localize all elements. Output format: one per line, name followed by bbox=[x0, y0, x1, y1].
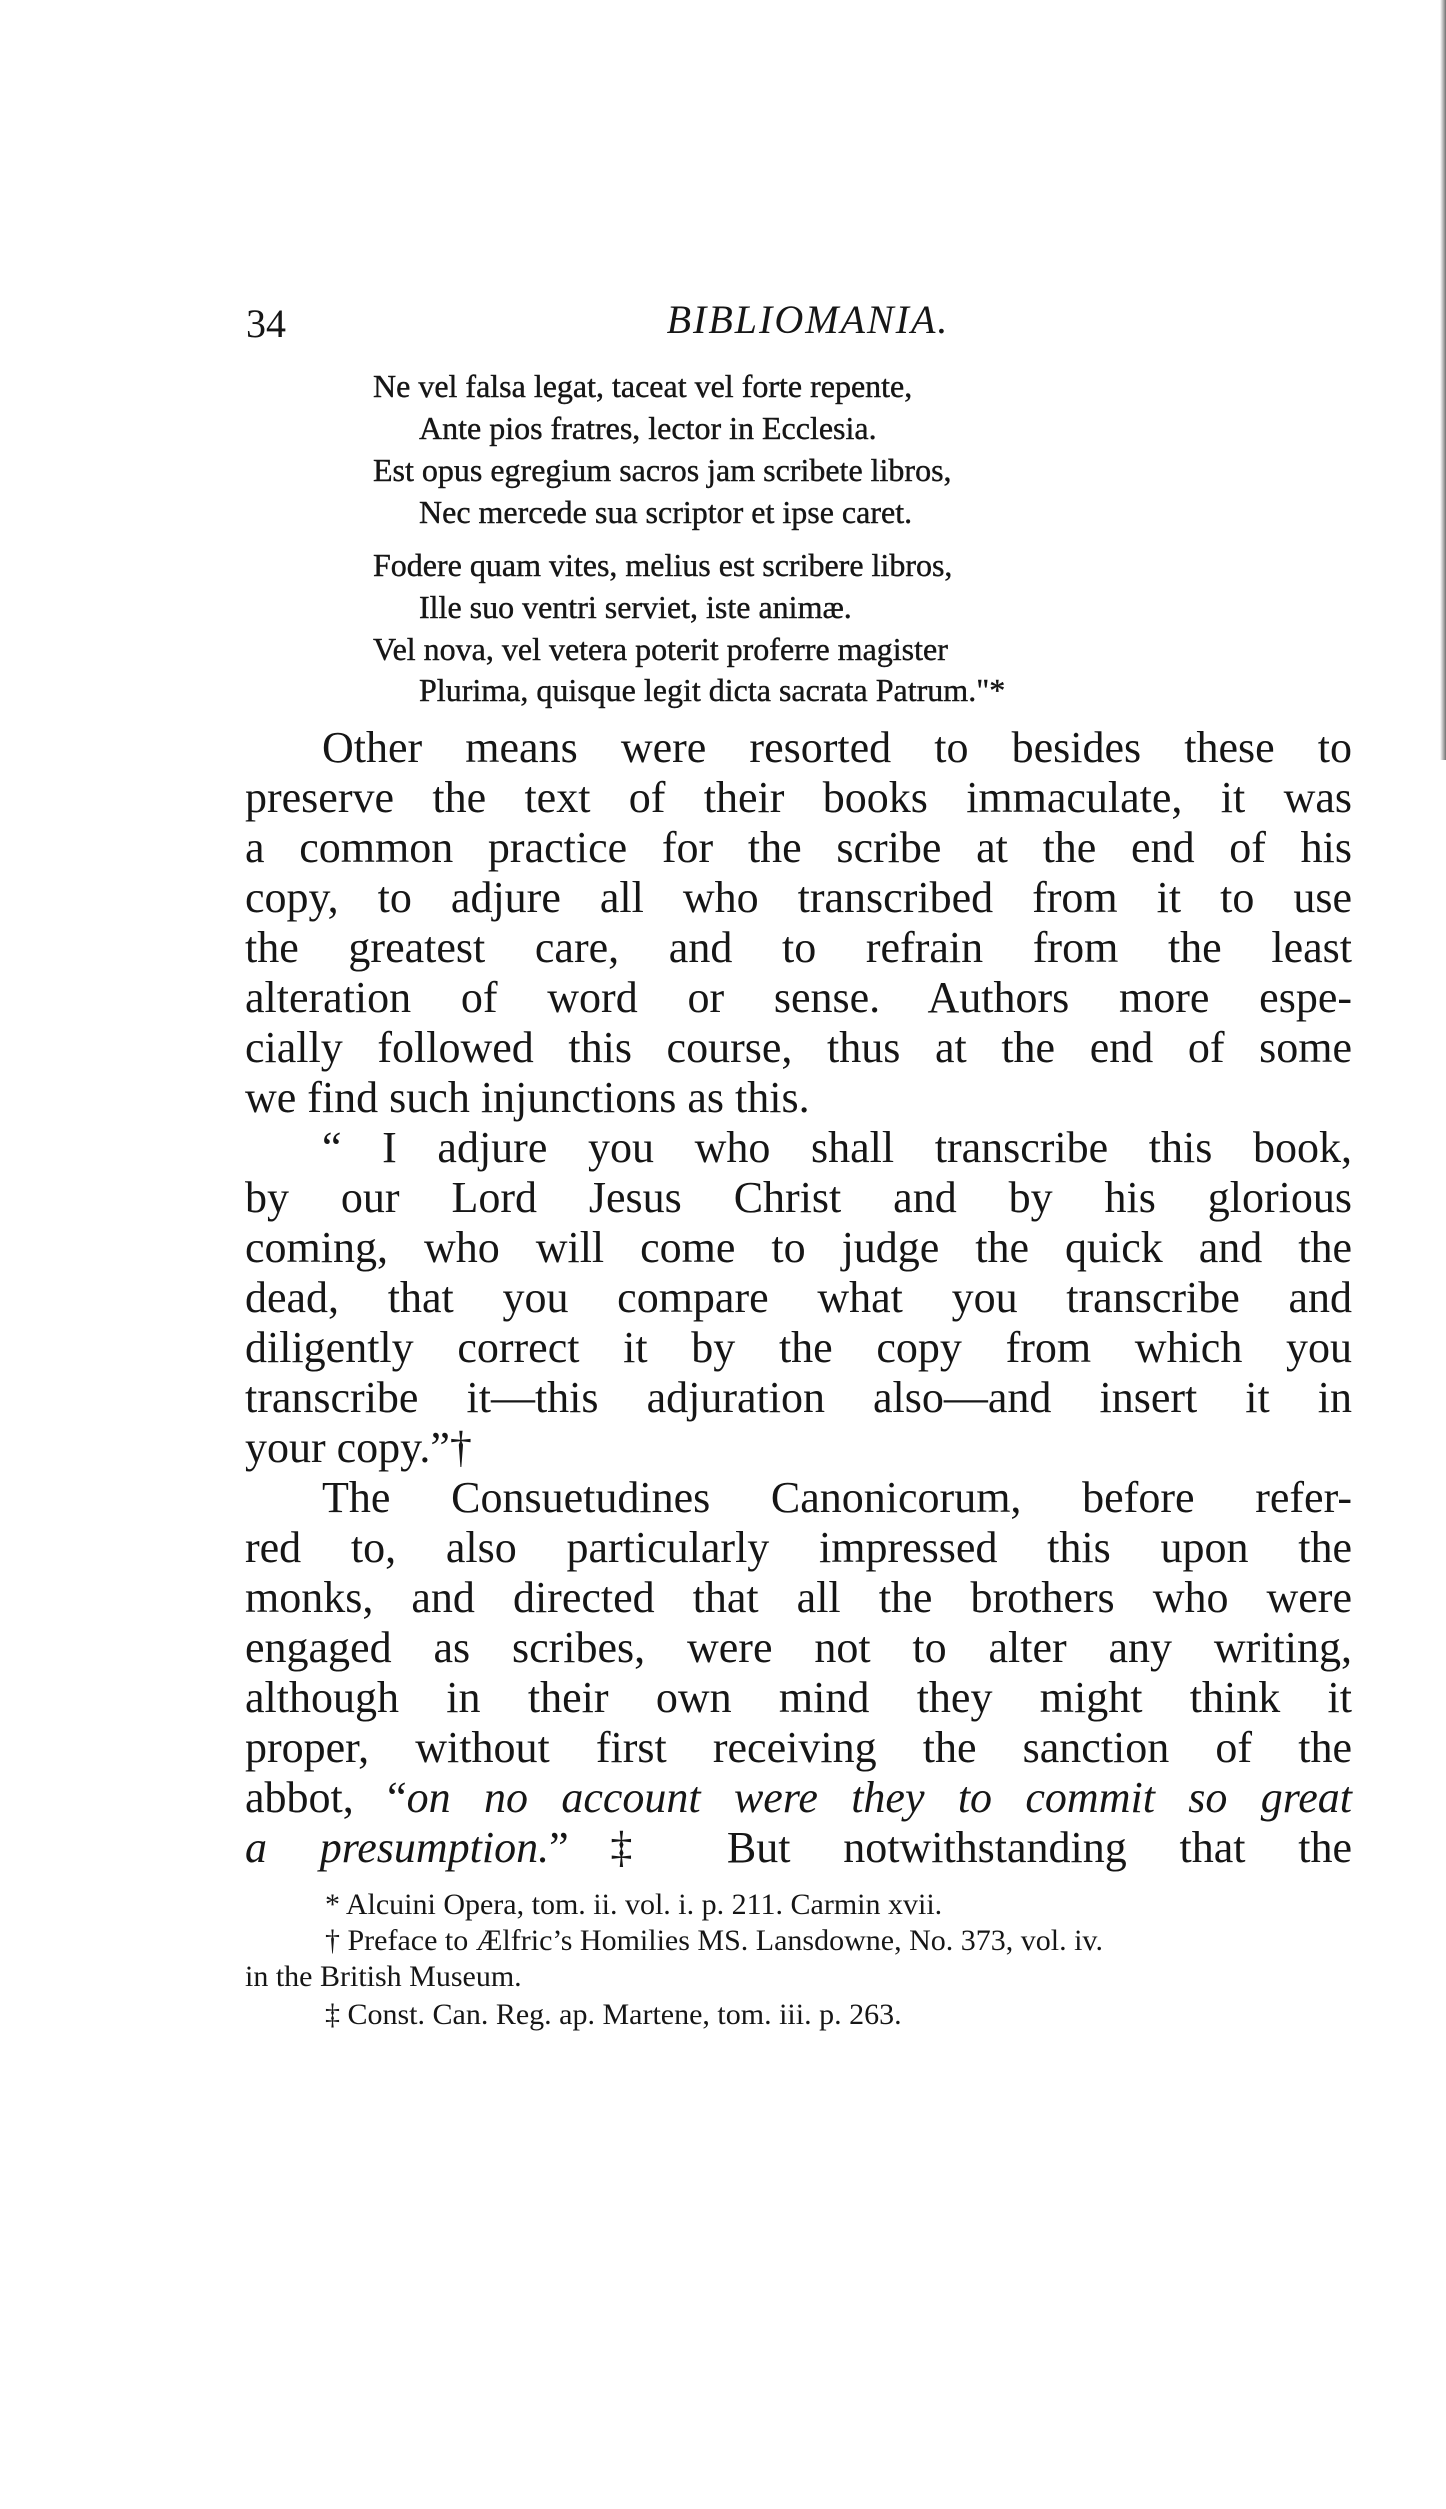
running-title: BIBLIOMANIA. bbox=[666, 297, 950, 342]
text-line: cially followed this course, thus at the end of some bbox=[245, 1023, 1352, 1072]
text-line: by our Lord Jesus Christ and by his glorious bbox=[245, 1173, 1352, 1222]
text-roman: abbot, “ bbox=[245, 1773, 407, 1822]
poem-line: Plurima, quisque legit dicta sacrata Patrum."* bbox=[419, 672, 1006, 708]
text-line bbox=[245, 1772, 1352, 1823]
page-number: 34 bbox=[246, 301, 286, 346]
text-line: we find such injunctions as this. bbox=[245, 1073, 810, 1122]
text-line: monks, and directed that all the brothers who were bbox=[245, 1573, 1352, 1622]
text-line: proper, without first receiving the sanction of the bbox=[245, 1723, 1352, 1772]
footnote: in the British Museum. bbox=[245, 1960, 522, 1993]
scan-edge bbox=[1440, 0, 1446, 760]
text-line: dead, that you compare what you transcribe and bbox=[245, 1273, 1352, 1322]
text-italic: on no account were they to commit so great bbox=[406, 1773, 1352, 1822]
footnote: † Preface to Ælfric’s Homilies MS. Lansdowne, No. 373, vol. iv. bbox=[325, 1924, 1103, 1957]
poem-line: Ne vel falsa legat, taceat vel forte repente, bbox=[373, 368, 913, 404]
text-line: the greatest care, and to refrain from the least bbox=[245, 923, 1352, 972]
text-line: transcribe it—this adjuration also—and insert it in bbox=[245, 1373, 1352, 1422]
text-line: engaged as scribes, were not to alter any writing, bbox=[245, 1623, 1352, 1672]
text-line: although in their own mind they might think it bbox=[245, 1673, 1352, 1722]
poem-line: Fodere quam vites, melius est scribere libros, bbox=[373, 547, 953, 583]
text-line: alteration of word or sense. Authors more espe- bbox=[245, 973, 1352, 1022]
poem-line: Ille suo ventri serviet, iste animæ. bbox=[419, 589, 852, 625]
poem-line: Est opus egregium sacros jam scribete libros, bbox=[373, 452, 952, 488]
footnote: ‡ Const. Can. Reg. ap. Martene, tom. iii. p. 263. bbox=[325, 1998, 902, 2031]
text-line: “ I adjure you who shall transcribe this book, bbox=[322, 1123, 1352, 1172]
text-line: copy, to adjure all who transcribed from it to use bbox=[245, 873, 1352, 922]
text-line: diligently correct it by the copy from which you bbox=[245, 1323, 1352, 1372]
text-line: a common practice for the scribe at the end of his bbox=[245, 823, 1352, 872]
text-line: red to, also particularly impressed this upon the bbox=[245, 1523, 1352, 1572]
poem-line: Ante pios fratres, lector in Ecclesia. bbox=[419, 410, 877, 446]
text-line: The Consuetudines Canonicorum, before refer- bbox=[322, 1473, 1352, 1522]
text-roman: ”‡ But notwithstanding that the bbox=[549, 1823, 1352, 1872]
text-italic: a presumption. bbox=[245, 1823, 550, 1872]
text-line: coming, who will come to judge the quick and the bbox=[245, 1223, 1352, 1272]
poem-line: Vel nova, vel vetera poterit proferre magister bbox=[373, 631, 948, 667]
poem-line: Nec mercede sua scriptor et ipse caret. bbox=[419, 494, 913, 530]
text-line: your copy.”† bbox=[245, 1423, 472, 1472]
text-line bbox=[245, 1822, 1352, 1873]
footnote: * Alcuini Opera, tom. ii. vol. i. p. 211. Carmin xvii. bbox=[325, 1888, 943, 1921]
text-line: Other means were resorted to besides these to bbox=[322, 723, 1352, 772]
text-line: preserve the text of their books immaculate, it was bbox=[245, 773, 1352, 822]
